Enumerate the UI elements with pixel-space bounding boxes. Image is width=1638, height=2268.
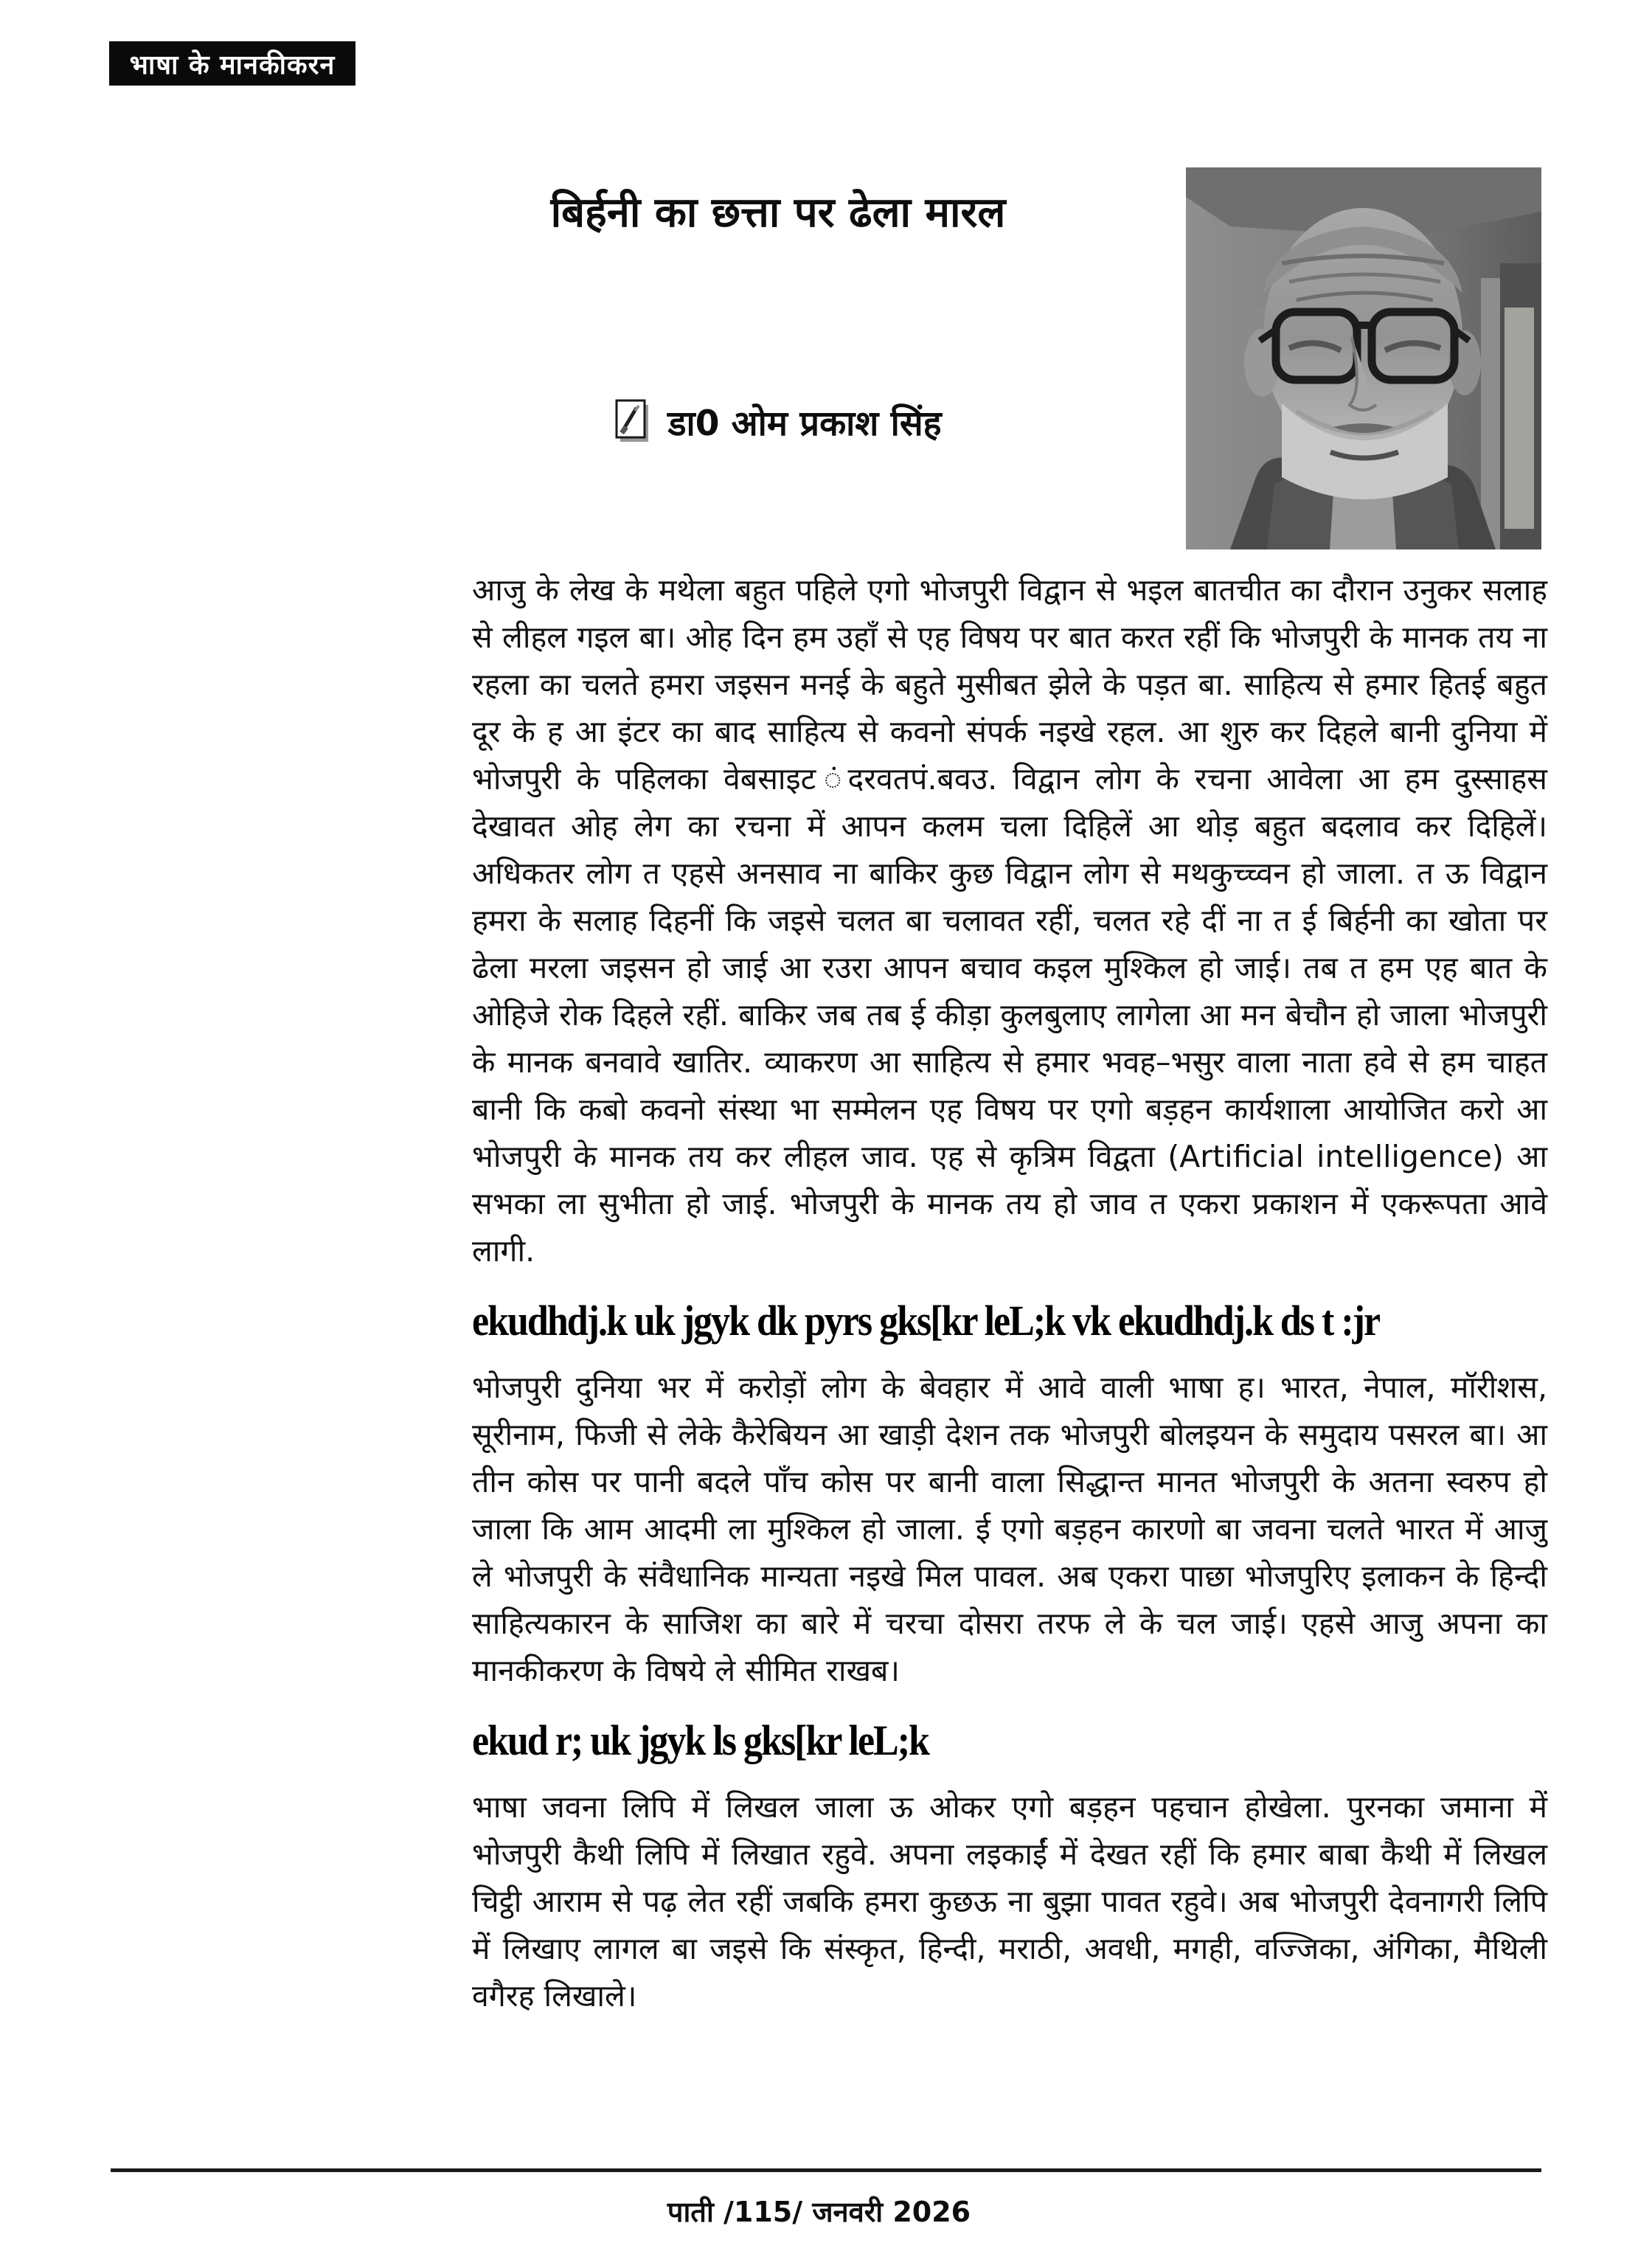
pen-document-icon bbox=[614, 399, 651, 445]
subheading-2: ekud r; uk jgyk ls gks[kr leL;k bbox=[472, 1717, 929, 1765]
paragraph-2: भोजपुरी दुनिया भर में करोड़ों लोग के बेवहार में आवे वाली भाषा ह। भारत, नेपाल, मॉरीशस, सूरीनाम, फिजी से लेके कैरेबियन आ खाड़ी देशन तक भोजपुरी बोलइयन के समुदाय पसरल बा। आ तीन कोस पर पानी बदले पाँच कोस पर बानी वाला सिद्धान्त मानत भोजपुरी के अतना स्वरुप हो जाला कि आम आदमी ला मुश्किल हो जाला. ई एगो बड़हन कारणो बा जवना चलते भारत में आजु ले भोजपुरी के संवैधानिक मान्यता नइखे मिल पावल. अब एकरा पाछा भोजपुरिए इलाकन के हिन्दी साहित्यकारन के साजिश का बारे में चरचा दोसरा तरफ ले के चल जाई। एहसे आजु अपना का मानकीकरण के विषये ले सीमित राखब। bbox=[472, 1370, 1547, 1688]
footer-journal-line: पाती /115/ जनवरी 2026 bbox=[667, 2196, 971, 2228]
paragraph-1: आजु के लेख के मथेला बहुत पहिले एगो भोजपुरी विद्वान से भइल बातचीत का दौरान उनुकर सलाह से लीहल गइल बा। ओह दिन हम उहाँ से एह विषय पर बात करत रहीं कि भोजपुरी के मानक तय ना रहला का चलते हमरा जइसन मनई के बहुते मुसीबत झेले के पड़त बा. साहित्य से हमार हितई बहुत दूर के ह आ इंटर का बाद साहित्य से कवनो संपर्क नइखे रहल. आ शुरु कर दिहले बानी दुनिया में भोजपुरी के पहिलका वेबसाइट ंदरवतपं.बवउ. विद्वान लोग के रचना आवेला आ हम दुस्साहस देखावत ओह लेग का रचना में आपन कलम चला दिहिलें आ थोड़ बहुत बदलाव कर दिहिलें। अधिकतर लोग त एहसे अनसाव ना बाकिर कुछ विद्वान लोग से मथकुच्च्वन हो जाला. त ऊ विद्वान हमरा के सलाह दिहनीं कि जइसे चलत बा चलावत रहीं, चलत रहे दीं ना त ई बिर्हनी का खोता पर ढेला मरला जइसन हो जाई आ रउरा आपन बचाव कइल मुश्किल हो जाई। तब त हम एह बात के ओहिजे रोक दिहले रहीं. बाकिर जब तब ई कीड़ा कुलबुलाए लागेला आ मन बेचौन हो जाला भोजपुरी के मानक बनवावे खातिर. व्याकरण आ साहित्य से हमार भवह–भसुर वाला नाता हवे से हम चाहत बानी कि कबो कवनो संस्था भा सम्मेलन एह विषय पर एगो बड़हन कार्यशाला आयोजित करो आ भोजपुरी के मानक तय कर लीहल जाव. एह से कृत्रिम विद्वता (Artificial intelligence) आ सभका ला सुभीता हो जाई. भोजपुरी के मानक तय हो जाव त एकरा प्रकाशन में एकरूपता आवे लागी. bbox=[472, 572, 1547, 1269]
paragraph-3: भाषा जवना लिपि में लिखल जाला ऊ ओकर एगो बड़हन पहचान होखेला. पुरनका जमाना में भोजपुरी कैथी लिपि में लिखात रहुवे. अपना लइकाईं में देखत रहीं कि हमार बाबा कैथी में लिखल चिट्ठी आराम से पढ़ लेत रहीं जबकि हमरा कुछऊ ना बुझा पावत रहुवे। अब भोजपुरी देवनागरी लिपि में लिखाए लागल बा जइसे कि संस्कृत, हिन्दी, मराठी, अवधी, मगही, वज्जिका, अंगिका, मैथिली वगैरह लिखाले। bbox=[472, 1789, 1547, 2014]
author-photo bbox=[1186, 167, 1541, 549]
author-name: डा0 ओम प्रकाश सिंह bbox=[667, 403, 942, 444]
article-title: बिर्हनी का छत्ता पर ढेला मारल bbox=[550, 189, 1006, 237]
article-body bbox=[472, 566, 1547, 2019]
section-badge bbox=[109, 41, 355, 86]
section-badge-label: भाषा के मानकीकरन bbox=[129, 49, 336, 80]
byline bbox=[457, 398, 1099, 445]
footer-divider bbox=[111, 2168, 1541, 2172]
subheading-1: ekudhdj.k uk jgyk dk pyrs gks[kr leL;k vk ekudhdj.k ds t :jr bbox=[472, 1297, 1380, 1345]
